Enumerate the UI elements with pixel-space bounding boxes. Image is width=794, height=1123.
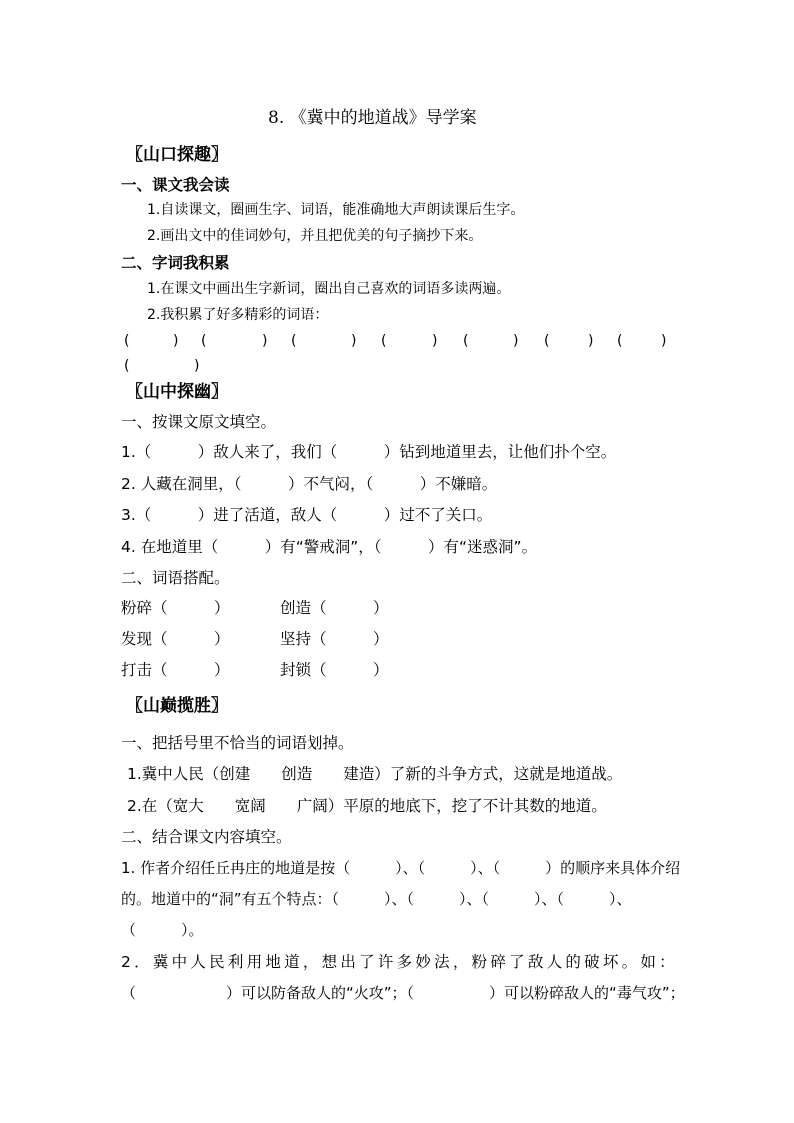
section-heading-shanzhong: 〖山中探幽〗 — [126, 382, 228, 402]
match-right-1: 创造（ ） — [280, 599, 389, 617]
blank-close: ) — [262, 333, 268, 349]
strike-item-1: 1.冀中人民（创建 创造 建造）了新的斗争方式，这就是地道战。 — [127, 765, 623, 783]
match-right-3: 封锁（ ） — [280, 661, 389, 679]
blank-close: ) — [351, 333, 357, 349]
context-q1-line-2: 的。地道中的“洞”有五个特点：（ ）、（ ）、（ ）、（ ）、 — [121, 890, 632, 908]
read-item-2: 2.画出文中的佳词妙句，并且把优美的句子摘抄下来。 — [147, 228, 483, 244]
blank-open: ( — [291, 333, 297, 349]
vocab-item-1: 1.在课文中画出生字新词，圈出自己喜欢的词语多读两遍。 — [147, 281, 511, 297]
blank-open: ( — [381, 333, 387, 349]
strike-item-2: 2.在（宽大 宽阔 广阔）平原的地底下，挖了不计其数的地道。 — [127, 797, 607, 815]
context-q2-text: 2．冀中人民利用地道，想出了许多妙法，粉碎了敌人的破坏。如： — [121, 953, 677, 971]
fill-item-2: 2. 人藏在洞里，（ ）不气闷，（ ）不嫌暗。 — [121, 475, 498, 493]
fill-item-1: 1.（ ）敌人来了，我们（ ）钻到地道里去，让他们扑个空。 — [121, 443, 617, 461]
blank-close: ) — [513, 333, 519, 349]
blank-open: ( — [201, 333, 207, 349]
fill-item-3: 3.（ ）进了活道，敌人（ ）过不了关口。 — [121, 506, 493, 524]
read-item-1: 1.自读课文，圈画生字、词语，能准确地大声朗读课后生字。 — [147, 202, 525, 218]
blank-close: ) — [588, 333, 594, 349]
part-title-fill: 一、按课文原文填空。 — [121, 413, 277, 431]
match-left-3: 打击（ ） — [121, 661, 230, 679]
part-title-strike: 一、把括号里不恰当的词语划掉。 — [121, 734, 354, 752]
blank-open: ( — [124, 358, 130, 374]
part-title-vocab: 二、字词我积累 — [121, 254, 230, 272]
page-title: 8. 《冀中的地道战》导学案 — [268, 108, 477, 128]
blank-open: ( — [463, 333, 469, 349]
blank-close: ) — [432, 333, 438, 349]
part-title-match: 二、词语搭配。 — [121, 569, 230, 587]
blank-open: ( — [544, 333, 550, 349]
section-heading-shankou: 〖山口探趣〗 — [126, 145, 228, 165]
blank-close: ) — [194, 358, 200, 374]
blank-open: ( — [617, 333, 623, 349]
match-left-1: 粉碎（ ） — [121, 599, 230, 617]
vocab-blank-row-2 — [0, 356, 794, 376]
context-q2-line-2: （ ）可以防备敌人的“火攻”；（ ）可以粉碎敌人的“毒气攻”； — [121, 984, 685, 1002]
blank-close: ) — [173, 333, 179, 349]
match-right-2: 坚持（ ） — [280, 630, 389, 648]
section-heading-shandian: 〖山巅揽胜〗 — [126, 696, 228, 716]
context-q1-line-1: 1. 作者介绍任丘冉庄的地道是按（ ）、（ ）、（ ）的顺序来具体介绍 — [121, 859, 681, 877]
context-q2-line-1 — [121, 952, 677, 972]
match-left-2: 发现（ ） — [121, 630, 230, 648]
vocab-item-2: 2.我积累了好多精彩的词语： — [147, 307, 329, 323]
blank-open: ( — [124, 333, 130, 349]
context-q1-line-3: （ ）。 — [121, 921, 204, 939]
vocab-blank-row-1 — [0, 331, 794, 351]
part-title-context: 二、结合课文内容填空。 — [121, 828, 292, 846]
fill-item-4: 4. 在地道里（ ）有“警戒洞”，（ ）有“迷惑洞”。 — [121, 538, 538, 556]
part-title-read: 一、课文我会读 — [121, 176, 230, 194]
blank-close: ) — [661, 333, 667, 349]
